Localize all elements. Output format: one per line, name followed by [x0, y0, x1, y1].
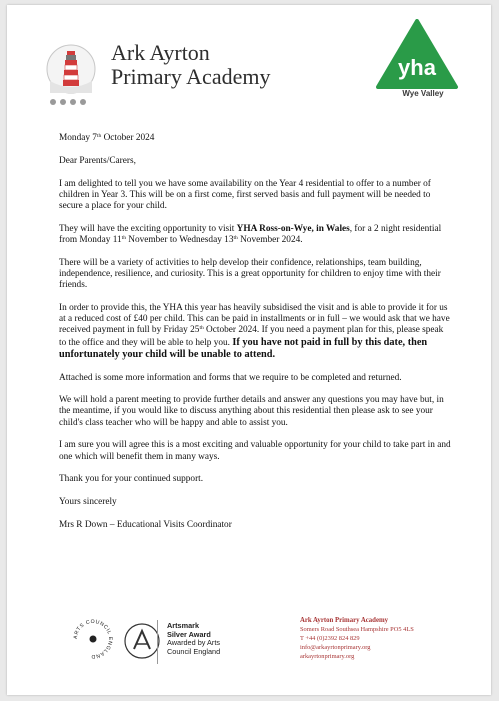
paragraph-meeting: We will hold a parent meeting to provide further details and answer any questions you may have but, in the meantime, if you would like to discuss anything about this residential then please ask to see your child's class teacher who will be happy and able to assist you.: [59, 395, 444, 428]
footer-divider: [157, 620, 158, 664]
letter-date: Monday 7th October 2024: [59, 133, 155, 143]
arts-council-logo-icon: [71, 617, 115, 661]
paragraph-opportunity: I am sure you will agree this is a most exciting and valuable opportunity for your child to take part in and one which will benefit them in many ways.: [59, 440, 451, 462]
yha-logo-icon: [375, 19, 459, 89]
svg-text:ARTS COUNCIL ENGLAND: ARTS COUNCIL ENGLAND: [72, 618, 114, 660]
letter-body: [59, 133, 451, 542]
paragraph-payment: In order to provide this, the YHA this year has heavily subsidised the visit and is able to provide it for us at a reduced cost of £40 per child. This can be paid in installments or in full – we would ask that we have received payment in full by Friday 25th October 2024. If you need a payment plan for this, please speak to the office and they will be able to help you. If you have not paid in full by this date, then unfortunately your child will be unable to attend.: [59, 303, 450, 360]
yha-logo-text: yha: [398, 55, 436, 80]
school-name-line1: Ark Ayrton: [111, 40, 210, 65]
signatory: Mrs R Down – Educational Visits Coordinator: [59, 519, 232, 530]
paragraph-activities: There will be a variety of activities to help develop their confidence, relationships, team building, independence, resilience, and curiosity. This is a great opportunity for children to enjoy time with their friends.: [59, 257, 441, 291]
letter-page: [7, 5, 491, 695]
contact-name: Ark Ayrton Primary Academy: [300, 617, 389, 624]
contact-address: Somers Road Southsea Hampshire PO5 4LS: [300, 626, 414, 633]
salutation: Dear Parents/Carers,: [59, 156, 136, 167]
paragraph-thanks: Thank you for your continued support.: [59, 474, 204, 485]
artsmark-icon: [123, 622, 161, 660]
closing: Yours sincerely: [59, 496, 117, 507]
paragraph-attached: Attached is some more information and forms that we require to be completed and returned.: [59, 372, 402, 383]
yha-subtitle: Wye Valley: [402, 89, 444, 98]
contact-email[interactable]: info@arkayrtonprimary.org: [300, 644, 371, 651]
contact-details: [300, 616, 414, 661]
lighthouse-logo-icon: [44, 43, 104, 107]
paragraph-intro: I am delighted to tell you we have some availability on the Year 4 residential to offer to a number of children in Year 3. This will be on a first come, first served basis and full payment will be needed to secure a place for your child.: [59, 178, 431, 212]
contact-website[interactable]: arkayrtonprimary.org: [300, 653, 355, 660]
payment-warning: If you have not paid in full by this date, then unfortunately your child will be unable to attend.: [59, 336, 428, 360]
school-name-line2: Primary Academy: [111, 64, 271, 89]
contact-phone: T +44 (0)2392 824 829: [300, 635, 360, 642]
paragraph-visit: They will have the exciting opportunity to visit YHA Ross-on-Wye, in Wales, for a 2 night residential from Monday 11th November to Wednesday 13th November 2024.: [59, 224, 442, 246]
artsmark-award: Artsmark Silver Award Awarded by Arts Council England: [167, 621, 221, 657]
school-name: [111, 41, 270, 89]
